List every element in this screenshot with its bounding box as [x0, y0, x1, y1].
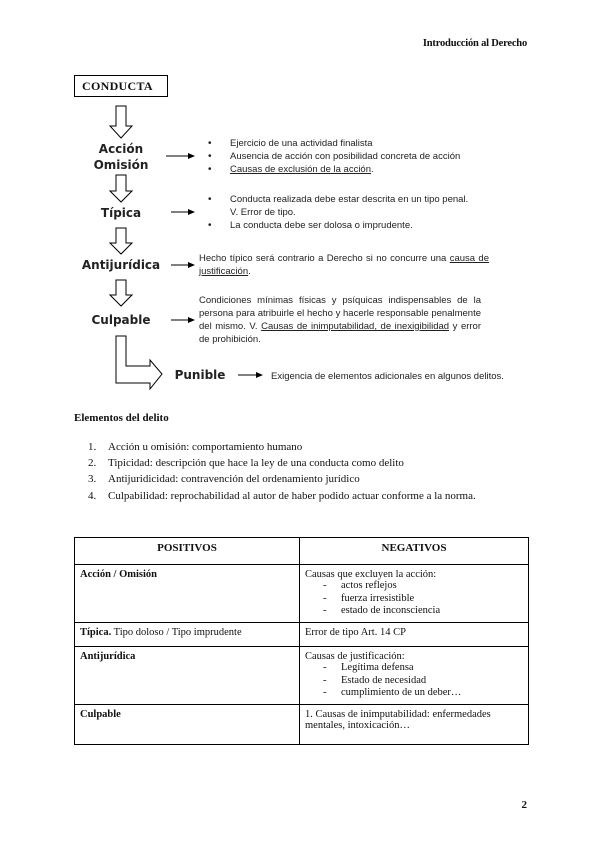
punible-text: Exigencia de elementos adicionales en algunos delitos.: [271, 371, 504, 382]
conducta-label: CONDUCTA: [82, 79, 153, 93]
antijuridica-end: .: [248, 266, 251, 277]
accion-bullets: [208, 137, 508, 176]
dash-item: - cumplimiento de un deber…: [323, 687, 462, 698]
list-item: [88, 455, 476, 471]
pos-rest: Tipo doloso / Tipo imprudente: [111, 627, 242, 638]
list-text: Culpabilidad: reprochabilidad al autor de haber podido actuar conforme a la norma.: [108, 489, 476, 502]
bullet-item: • Conducta realizada debe estar descrita en un tipo penal.: [208, 193, 508, 206]
down-arrow-3: [110, 228, 132, 254]
list-item: [88, 439, 476, 455]
dash-item: - fuerza irresistible: [323, 592, 415, 604]
down-arrow-1: [110, 106, 132, 138]
dash-text: actos reflejos: [341, 580, 397, 591]
bullet-item: • Ejercicio de una actividad finalista: [208, 137, 508, 150]
exclusion-link[interactable]: Causas de exclusión de la acción: [230, 164, 372, 175]
running-header: Introducción al Derecho: [422, 38, 527, 49]
cell-positivo: [75, 705, 300, 745]
page-number: 2: [521, 799, 527, 811]
list-text: Acción u omisión: comportamiento humano: [108, 441, 303, 453]
list-number: 3.: [88, 473, 97, 486]
dash-text: Legítima defensa: [341, 662, 414, 673]
table-row: [75, 565, 529, 623]
error-tipo-text: V. Error de tipo.: [230, 207, 296, 218]
node-punible: Punible: [174, 368, 226, 382]
antijuridica-text: [199, 252, 489, 278]
table-row: [75, 623, 529, 647]
table-header-row: [75, 538, 529, 565]
tipica-bullets: [208, 193, 508, 232]
list-item: [88, 488, 476, 504]
culpable-body: Condiciones mínimas físicas y psíquicas indispensables de la persona para atribuirle el hecho y hacerle responsable penalmente del mismo. V.: [199, 295, 481, 332]
node-accion-omision: [86, 141, 156, 173]
pos-bold: Acción / Omisión: [80, 569, 158, 580]
neg-intro: Causas que excluyen la acción:: [305, 569, 437, 580]
down-arrow-4: [110, 280, 132, 306]
dash-text: Estado de necesidad: [341, 674, 427, 686]
cell-positivo: [75, 623, 300, 647]
cell-negativo: [300, 647, 529, 705]
node-antijuridica: Antijurídica: [81, 258, 161, 272]
elementos-list: [88, 439, 476, 504]
node-omision-label: Omisión: [93, 158, 149, 172]
dash-item: - Estado de necesidad: [323, 674, 427, 686]
down-arrow-2: [110, 175, 132, 202]
list-text: Tipicidad: descripción que hace la ley de una conducta como delito: [108, 457, 404, 470]
dash-text: cumplimiento de un deber…: [341, 687, 462, 698]
neg-intro: Error de tipo Art. 14 CP: [305, 627, 406, 638]
neg-intro: 1. Causas de inimputabilidad: enfermedades mentales, intoxicación…: [305, 709, 491, 731]
dash-item: - actos reflejos: [323, 580, 397, 591]
pos-bold: Antijurídica: [80, 651, 136, 662]
list-number: 4.: [88, 489, 97, 502]
bullet-item: [208, 163, 508, 176]
culpable-end: y error de prohibición.: [199, 321, 482, 345]
table-row: [75, 705, 529, 745]
bullet-item: • La conducta debe ser dolosa o imprudente.: [208, 219, 508, 232]
antijuridica-body: Hecho típico será contrario a Derecho si no concurre una: [199, 253, 450, 264]
list-number: 1.: [88, 441, 97, 453]
l-arrow: [116, 336, 162, 389]
list-text: Antijuridicidad: contravención del ordenamiento jurídico: [108, 473, 360, 486]
list-number: 2.: [88, 457, 97, 470]
neg-intro: Causas de justificación:: [305, 651, 405, 662]
bullet-item: • Ausencia de acción con posibilidad concreta de acción: [208, 150, 508, 163]
bullet-end: .: [371, 164, 374, 175]
dash-text: estado de inconsciencia: [341, 605, 441, 616]
list-item: [88, 471, 476, 487]
node-accion-label: Acción: [98, 142, 144, 156]
justificacion-link[interactable]: causa de justificación: [199, 253, 490, 277]
pos-bold: Típica.: [80, 627, 112, 638]
cell-positivo: [75, 565, 300, 623]
dash-item: - Legítima defensa: [323, 662, 414, 673]
dash-item: - estado de inconsciencia: [323, 605, 441, 616]
cell-positivo: [75, 647, 300, 705]
culpable-text: [199, 294, 481, 346]
header-negativos: NEGATIVOS: [300, 538, 529, 565]
bullet-continuation: [208, 206, 508, 219]
table-row: [75, 647, 529, 705]
pos-bold: Culpable: [80, 709, 121, 720]
inimputabilidad-link[interactable]: Causas de inimputabilidad, de inexigibilidad: [261, 321, 450, 332]
node-culpable: Culpable: [91, 313, 151, 327]
elements-table: [74, 537, 529, 745]
section-title: Elementos del delito: [74, 412, 169, 424]
header-positivos: POSITIVOS: [75, 538, 300, 565]
cell-negativo: [300, 705, 529, 745]
node-tipica: Típica: [100, 206, 142, 220]
cell-negativo: [300, 565, 529, 623]
cell-negativo: [300, 623, 529, 647]
dash-text: fuerza irresistible: [341, 592, 415, 604]
